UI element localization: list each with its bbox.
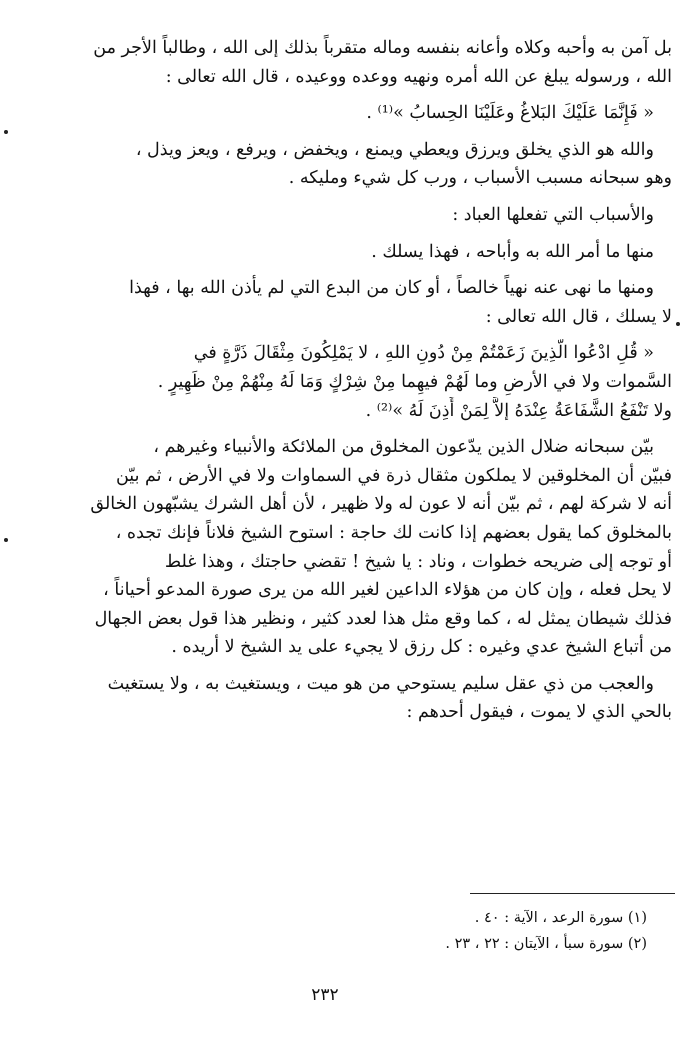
main-text — [48, 34, 672, 727]
quran-quote — [48, 339, 672, 425]
text-line: بل آمن به وأحبه وكلاه وأعانه بنفسه وماله متقرباً بذلك إلى الله ، وطالباً الأجر من — [93, 38, 672, 58]
text-line: لا يسلك ، قال الله تعالى : — [485, 306, 672, 327]
margin-mark — [4, 130, 8, 134]
text-line: منها ما أمر الله به وأباحه ، فهذا يسلك . — [371, 241, 654, 262]
margin-mark — [676, 322, 680, 326]
text-line: فذلك شيطان يمثل له ، كما وقع مثل هذا لعدد كثير ، ونظير هذا قول بعض الجهال — [94, 608, 672, 629]
paragraph — [48, 433, 672, 662]
footnote-divider — [470, 893, 675, 894]
quran-quote — [48, 99, 672, 128]
footnote: (١) سورة الرعد ، الآية : ٤٠ . — [474, 910, 647, 926]
text-line: « فَإِنَّمَا عَلَيْكَ البَلاغُ وعَلَيْنَا الحِسابُ »⁽¹⁾ . — [366, 103, 654, 124]
paragraph — [48, 201, 672, 230]
text-line: السَّموات ولا في الأرضِ وما لَهُمْ فيهِما مِنْ شِرْكٍ وَمَا لَهُ مِنْهُمْ مِنْ ظَهِيرٍ . — [157, 371, 672, 392]
text-line: ومنها ما نهى عنه نهياً خالصاً ، أو كان من البدع التي لم يأذن الله بها ، فهذا — [129, 278, 654, 299]
text-line: « قُلِ ادْعُوا الَّذِينَ زَعَمْتُمْ مِنْ دُونِ اللهِ ، لا يَمْلِكُونَ مِثْقَالَ ذَرَّةٍ في — [193, 343, 654, 364]
paragraph — [48, 274, 672, 331]
text-line: أنه لا شركة لهم ، ثم بيّن أنه لا عون له ولا ظهير ، لأن أهل الشرك يشبّهون الخالق — [90, 494, 672, 515]
footnotes — [247, 905, 647, 957]
text-line: بالحي الذي لا يموت ، فيقول أحدهم : — [406, 702, 672, 723]
text-line: أو توجه إلى ضريحه خطوات ، وناد : يا شيخ ! تقضي حاجتك ، وهذا غلط — [164, 551, 672, 572]
text-line: بيّن سبحانه ضلال الذين يدّعون المخلوق من الملائكة والأنبياء وغيرهم ، — [153, 437, 654, 458]
page-number: ٢٣٢ — [311, 985, 339, 1005]
paragraph — [48, 238, 672, 267]
text-line: والعجب من ذي عقل سليم يستوحي من هو ميت ، ويستغيث به ، ولا يستغيث — [107, 673, 654, 694]
text-line: لا يحل فعله ، وإن كان من هؤلاء الداعين لغير الله من يرى صورة المدعو أحياناً ، — [103, 580, 672, 601]
paragraph — [48, 136, 672, 193]
text-line: ولا تَنْفَعُ الشَّفَاعَةُ عِنْدَهُ إلاَّ لِمَنْ أَذِنَ لَهُ »⁽²⁾ . — [365, 400, 672, 421]
text-line: فبيّن أن المخلوقين لا يملكون مثقال ذرة في السماوات ولا في الأرض ، ثم بيّن — [115, 465, 672, 486]
paragraph — [48, 34, 672, 91]
margin-mark — [4, 538, 8, 542]
text-line: والأسباب التي تفعلها العباد : — [452, 204, 654, 225]
footnote: (٢) سورة سبأ ، الآيتان : ٢٢ ، ٢٣ . — [445, 936, 647, 952]
text-line: الله ، ورسوله يبلغ عن الله أمره ونهيه ووعده ووعيده ، قال الله تعالى : — [165, 66, 672, 87]
text-line: بالمخلوق كما يقول بعضهم إذا كانت لك حاجة : استوح الشيخ فلاناً فإنك تجده ، — [115, 522, 672, 543]
text-line: من أتباع الشيخ عدي وغيره : كل رزق لا يجيء على يد الشيخ لا أريده . — [171, 637, 672, 658]
text-line: والله هو الذي يخلق ويرزق ويعطي ويمنع ، ويخفض ، ويرفع ، ويعز ويذل ، — [135, 139, 654, 160]
paragraph — [48, 670, 672, 727]
text-line: وهو سبحانه مسبب الأسباب ، ورب كل شيء ومليكه . — [288, 168, 672, 189]
